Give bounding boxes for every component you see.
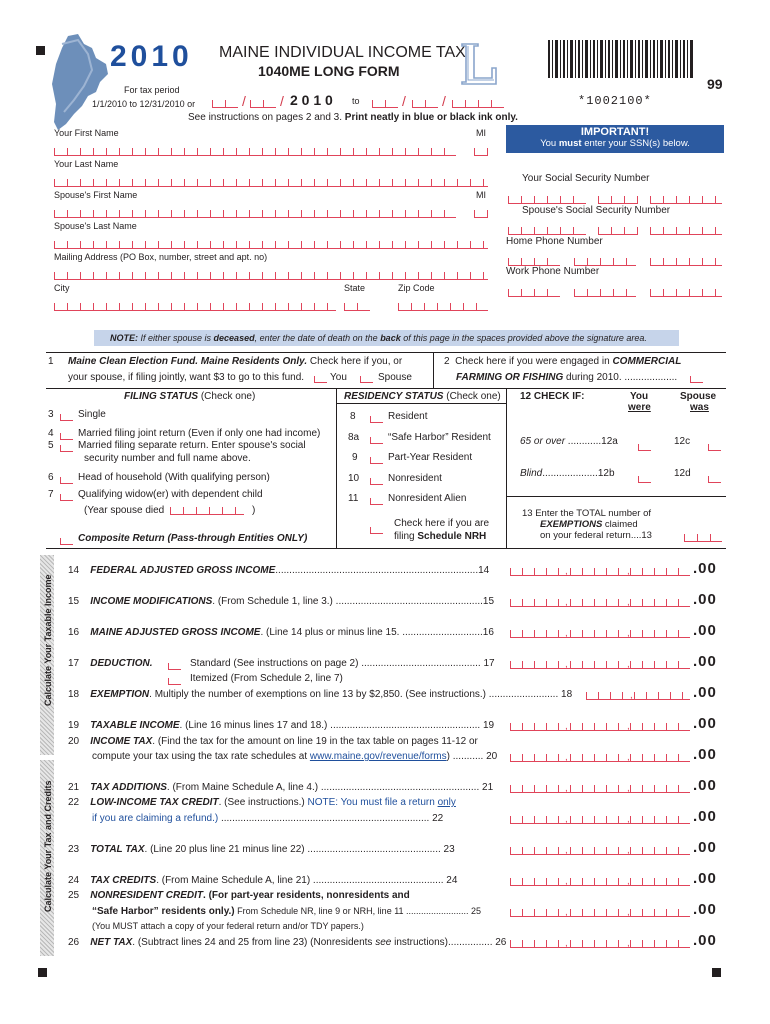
line-number: 18: [68, 689, 80, 700]
line-22-cents: .00: [693, 808, 717, 825]
line-17-standard: Standard (See instructions on page 2) ........................................... 17: [190, 658, 495, 669]
line-desc-see: see: [375, 937, 392, 948]
clean-election-you-checkbox[interactable]: [314, 376, 327, 383]
head-of-household-checkbox[interactable]: [60, 477, 73, 484]
important-text-pre: You: [540, 138, 559, 149]
note-label: NOTE:: [110, 333, 138, 343]
line-15-amount[interactable]: , ,: [510, 599, 690, 607]
line-25: [68, 890, 410, 901]
slash: /: [402, 93, 406, 109]
barcode: [548, 40, 698, 78]
home-phone-label: Home Phone Number: [506, 236, 603, 247]
line-number: 16: [68, 627, 80, 638]
itemized-deduction-checkbox[interactable]: [168, 678, 181, 685]
line-23-cents: .00: [693, 839, 717, 856]
line-14: [68, 565, 489, 576]
form-subtitle: 1040ME LONG FORM: [258, 63, 400, 79]
spouse-first-name-label: Spouse's First Name: [54, 190, 138, 200]
low-income-note-only: only: [437, 797, 456, 808]
line-13-text-2: [540, 519, 638, 530]
important-title: IMPORTANT!: [580, 126, 650, 138]
blind-label: Blind: [520, 468, 543, 479]
vertical-divider: [433, 353, 434, 388]
zip-label: Zip Code: [398, 283, 435, 293]
residency-header-line: [336, 403, 506, 404]
safe-harbor-checkbox[interactable]: [370, 437, 383, 444]
part-year-label: Part-Year Resident: [388, 452, 473, 463]
line-17-cents: .00: [693, 653, 717, 670]
line-25-text-2: [92, 906, 481, 917]
line-13-text-3: on your federal return....13: [540, 530, 652, 541]
line-title: INCOME TAX: [90, 736, 153, 747]
tax-rate-schedules-link[interactable]: www.maine.gov/revenue/forms: [309, 751, 447, 762]
line-12a-label: [520, 436, 618, 447]
year-spouse-died-field[interactable]: [170, 507, 244, 515]
form-title: MAINE INDIVIDUAL INCOME TAX: [219, 44, 466, 61]
line-desc: . (From Maine Schedule A, line 21) ............................................... 24: [156, 875, 458, 886]
home-phone-field-2[interactable]: [574, 258, 636, 266]
line-13-text-1: 13 Enter the TOTAL number of: [522, 508, 652, 519]
low-income-note: NOTE: You must file a return: [307, 797, 438, 808]
line-title: DEDUCTION.: [90, 658, 153, 669]
line-title: FEDERAL ADJUSTED GROSS INCOME: [90, 565, 276, 576]
line-19-amount[interactable]: , ,: [510, 723, 690, 731]
line-17: [68, 658, 152, 669]
line-2-number: 2: [444, 356, 450, 367]
period-year: 2 0 1 0: [290, 92, 333, 108]
head-of-household-label: Head of household (With qualifying person): [78, 472, 270, 483]
spouse-last-name-field[interactable]: [54, 241, 488, 249]
clean-election-spouse-label: Spouse: [378, 372, 412, 383]
line-number: 22: [68, 797, 80, 808]
nonresident-label: Nonresident: [388, 473, 442, 484]
schedule-nrh-label-2: [394, 531, 486, 542]
registration-mark-bottom-left: [38, 968, 47, 977]
first-name-label: Your First Name: [54, 128, 119, 138]
line-22: [68, 797, 456, 808]
line-14-cents: .00: [693, 560, 717, 577]
part-year-checkbox[interactable]: [370, 457, 383, 464]
line-16-cents: .00: [693, 622, 717, 639]
period-end-year[interactable]: [452, 100, 504, 108]
line-desc: . (Line 14 plus or minus line 15. .............................16: [260, 627, 494, 638]
line-2-desc-2: during 2010. ...................: [563, 372, 678, 383]
line-number: 23: [68, 844, 80, 855]
spouse-mi-label: MI: [476, 190, 486, 200]
line-24-amount[interactable]: , ,: [510, 878, 690, 886]
line-title: NONRESIDENT CREDIT: [90, 890, 204, 901]
line-7-number: 7: [48, 489, 54, 500]
line-2-text: [444, 356, 681, 367]
spouse-first-name-field[interactable]: [54, 210, 456, 218]
state-field[interactable]: [344, 303, 370, 311]
line-desc: instructions)................ 26: [391, 937, 507, 948]
residency-status-title: [344, 391, 501, 402]
year-spouse-died-close: ): [252, 505, 256, 516]
nonresident-checkbox[interactable]: [370, 478, 383, 485]
form-letter-l-logo: [458, 42, 502, 86]
line-21-amount[interactable]: , ,: [510, 785, 690, 793]
filing-status-heading: FILING STATUS: [124, 391, 199, 402]
note-back: back: [380, 333, 401, 343]
married-separate-label: Married filing separate return. Enter spouse's social: [78, 440, 306, 451]
tax-credits-side-label: Calculate Your Tax and Credits: [43, 780, 53, 912]
schedule-nrh-bold: Schedule NRH: [417, 531, 487, 542]
note-deceased: deceased: [213, 333, 255, 343]
line-12b-label: [520, 468, 615, 479]
line-title: NET TAX: [90, 937, 133, 948]
line-16-amount[interactable]: , ,: [510, 630, 690, 638]
registration-mark-top-left: [36, 46, 45, 55]
line-25-text-3: (You MUST attach a copy of your federal return and/or TDY papers.): [92, 921, 364, 931]
line-13-exemptions: EXEMPTIONS: [540, 519, 603, 530]
line-12d-label: 12d: [674, 468, 691, 479]
line-number: 21: [68, 782, 80, 793]
work-phone-field-1[interactable]: [508, 289, 560, 297]
line-desc: . Multiply the number of exemptions on line 13 by $2,850. (See instructions.) ......................... 18: [149, 689, 573, 700]
line-1-title: Maine Clean Election Fund. Maine Residents Only.: [68, 356, 308, 367]
line-10-number: 10: [348, 473, 360, 484]
line-9-number: 9: [352, 452, 358, 463]
line-20-amount[interactable]: , ,: [510, 754, 690, 762]
line-15: [68, 596, 494, 607]
line-desc: . (For part-year residents, nonresidents and: [203, 890, 410, 901]
print-neatly-text: Print neatly in blue or black ink only.: [344, 112, 518, 123]
line-number: 20: [68, 736, 80, 747]
tax-period-label: For tax period: [124, 85, 180, 95]
spouse-ssn-field-1[interactable]: [508, 227, 586, 235]
work-phone-label: Work Phone Number: [506, 266, 600, 277]
spouse-mi-field[interactable]: [474, 210, 488, 218]
line-23: [68, 844, 455, 855]
important-text-post: enter your SSN(s) below.: [581, 138, 690, 149]
work-phone-field-3[interactable]: [650, 289, 722, 297]
single-checkbox[interactable]: [60, 414, 73, 421]
line-2-farming: FARMING OR FISHING: [456, 372, 564, 383]
line-26: [68, 937, 506, 948]
line-17-amount[interactable]: , ,: [510, 661, 690, 669]
age-65-spouse-checkbox[interactable]: [708, 444, 721, 451]
line-title: TAXABLE INCOME: [90, 720, 180, 731]
mailing-address-field[interactable]: [54, 272, 488, 280]
line-22-amount[interactable]: , ,: [510, 816, 690, 824]
last-name-label: Your Last Name: [54, 159, 119, 169]
line-desc: “Safe Harbor” residents only.): [92, 906, 235, 917]
line-18-amount[interactable]: ,: [586, 692, 690, 700]
line-13-claimed: claimed: [602, 519, 638, 530]
mi-label: MI: [476, 128, 486, 138]
line-12-title: 12 CHECK IF:: [520, 391, 585, 402]
line-12-you: You: [630, 391, 649, 402]
slash: /: [442, 93, 446, 109]
line-title: EXEMPTION: [90, 689, 150, 700]
section-divider: [46, 352, 726, 353]
important-box: [506, 125, 724, 153]
line-21: [68, 782, 493, 793]
age-65-you-checkbox[interactable]: [638, 444, 651, 451]
instructions-line: [188, 112, 518, 123]
deceased-note-bar: [94, 330, 679, 346]
vertical-divider: [506, 388, 507, 548]
line-6-number: 6: [48, 472, 54, 483]
composite-return-label: Composite Return (Pass-through Entities ONLY): [78, 533, 308, 544]
home-phone-field-3[interactable]: [650, 258, 722, 266]
mi-field[interactable]: [474, 148, 488, 156]
form-code: 99: [707, 76, 723, 92]
residency-note: (Check one): [443, 391, 501, 402]
work-phone-field-2[interactable]: [574, 289, 636, 297]
line-3-number: 3: [48, 409, 54, 420]
safe-harbor-label: “Safe Harbor” Resident: [388, 432, 491, 443]
line-number: 15: [68, 596, 80, 607]
line-12-divider: [506, 496, 726, 497]
line-desc: . (From Schedule 1, line 3.) .....................................................15: [212, 596, 495, 607]
line-19: [68, 720, 494, 731]
line-1-number: 1: [48, 356, 54, 367]
line-desc: compute your tax using the tax rate schedules at: [92, 751, 310, 762]
line-title: LOW-INCOME TAX CREDIT: [90, 797, 219, 808]
line-number: 24: [68, 875, 80, 886]
married-joint-checkbox[interactable]: [60, 433, 73, 440]
state-label: State: [344, 283, 366, 293]
section-divider: [46, 548, 726, 549]
commercial-farming-checkbox[interactable]: [690, 376, 703, 383]
note-text: If either spouse is: [138, 333, 214, 343]
line-24: [68, 875, 457, 886]
vertical-divider: [336, 388, 337, 548]
line-12c-label: 12c: [674, 436, 691, 447]
ssn-field-1[interactable]: [508, 196, 586, 204]
line-25-cents: .00: [693, 901, 717, 918]
line-16: [68, 627, 494, 638]
line-number: 26: [68, 937, 80, 948]
line-title: TAX ADDITIONS: [90, 782, 167, 793]
single-label: Single: [78, 409, 106, 420]
line-12-spouse: Spouse: [680, 391, 717, 402]
line-14-amount[interactable]: , ,: [510, 568, 690, 576]
line-desc: ) ........... 20: [446, 751, 498, 762]
ssn-field-2[interactable]: [598, 196, 638, 204]
line-1-text: [68, 356, 402, 367]
line-12-were: were: [628, 402, 651, 413]
line-4-number: 4: [48, 428, 54, 439]
line-11-number: 11: [348, 493, 359, 504]
last-name-field[interactable]: [54, 179, 488, 187]
line-23-amount[interactable]: , ,: [510, 847, 690, 855]
period-start-day[interactable]: [250, 100, 276, 108]
low-income-note-2: if you are claiming a refund.): [92, 813, 219, 824]
married-joint-label: Married filing joint return (Even if only one had income): [78, 428, 321, 439]
line-desc: . (See instructions.): [218, 797, 308, 808]
line-26-cents: .00: [693, 932, 717, 949]
form-year: 2010: [110, 40, 193, 73]
line-title: TAX CREDITS: [90, 875, 157, 886]
zip-field[interactable]: [398, 303, 488, 311]
schedule-nrh-label: Check here if you are: [394, 518, 490, 529]
line-desc: . (Find the tax for the amount on line 19 in the tax table on pages 11-12 or: [152, 736, 478, 747]
line-8-number: 8: [350, 411, 356, 422]
line-number: 14: [68, 565, 80, 576]
residency-heading: RESIDENCY STATUS: [344, 391, 444, 402]
maine-map-icon: [48, 34, 110, 132]
blind-spouse-checkbox[interactable]: [708, 476, 721, 483]
spouse-last-name-label: Spouse's Last Name: [54, 221, 137, 231]
married-separate-label-2: security number and full name above.: [84, 453, 251, 464]
line-number: 19: [68, 720, 80, 731]
period-to: to: [352, 96, 360, 106]
period-start-month[interactable]: [212, 100, 238, 108]
line-desc: .........................................................................14: [275, 565, 490, 576]
qualifying-widow-checkbox[interactable]: [60, 494, 73, 501]
exemptions-field[interactable]: [684, 534, 722, 542]
line-18: [68, 689, 572, 700]
resident-checkbox[interactable]: [370, 416, 383, 423]
line-25-amount[interactable]: , ,: [510, 909, 690, 917]
important-text-must: must: [558, 138, 582, 149]
line-20-cents: .00: [693, 746, 717, 763]
line-desc: . (Line 16 minus lines 17 and 18.) ...................................................... 19: [179, 720, 495, 731]
tax-period-range: 1/1/2010 to 12/31/2010 or: [92, 99, 196, 109]
line-12b-dots: ....................12b: [542, 468, 615, 479]
city-field[interactable]: [54, 303, 336, 311]
blind-you-checkbox[interactable]: [638, 476, 651, 483]
first-name-field[interactable]: [54, 148, 456, 156]
line-26-amount[interactable]: , ,: [510, 940, 690, 948]
line-title: TOTAL TAX: [90, 844, 145, 855]
taxable-income-side-label: Calculate Your Taxable Income: [43, 574, 53, 706]
registration-mark-bottom-right: [712, 968, 721, 977]
clean-election-you-label: You: [330, 372, 347, 383]
period-end-day[interactable]: [412, 100, 438, 108]
period-end-month[interactable]: [372, 100, 398, 108]
instructions-text: See instructions on pages 2 and 3.: [188, 112, 342, 123]
ssn-label: Your Social Security Number: [522, 173, 650, 184]
line-desc: ........................................................................... 22: [218, 813, 444, 824]
standard-deduction-checkbox[interactable]: [168, 663, 181, 670]
ssn-field-3[interactable]: [650, 196, 722, 204]
schedule-nrh-checkbox[interactable]: [370, 527, 383, 534]
section-divider: [46, 388, 726, 389]
nonresident-alien-label: Nonresident Alien: [388, 493, 467, 504]
schedule-nrh-filing: filing: [394, 531, 418, 542]
mailing-address-label: Mailing Address (PO Box, number, street and apt. no): [54, 252, 268, 262]
line-8a-number: 8a: [348, 432, 360, 443]
line-number: 25: [68, 890, 80, 901]
qualifying-widow-label: Qualifying widow(er) with dependent child: [78, 489, 263, 500]
spouse-ssn-field-3[interactable]: [650, 227, 722, 235]
note-text: , enter the date of death on the: [254, 333, 381, 343]
line-19-cents: .00: [693, 715, 717, 732]
married-separate-checkbox[interactable]: [60, 445, 73, 452]
nonresident-alien-checkbox[interactable]: [370, 498, 383, 505]
line-title: MAINE ADJUSTED GROSS INCOME: [90, 627, 261, 638]
slash: /: [242, 93, 246, 109]
filing-status-title: [124, 391, 255, 402]
line-desc: . (Line 20 plus line 21 minus line 22) ................................................ 23: [144, 844, 455, 855]
city-label: City: [54, 283, 70, 293]
note-text: of this page in the spaces provided above the signature area.: [400, 333, 647, 343]
line-12a-dots: ............12a: [565, 436, 618, 447]
line-1-text-2: your spouse, if filing jointly, want $3 to go to this fund.: [68, 372, 305, 383]
line-number: 17: [68, 658, 80, 669]
line-desc: From Schedule NR, line 9 or NRH, line 11 ......................... 25: [234, 906, 482, 916]
line-12-was: was: [690, 402, 709, 413]
composite-return-checkbox[interactable]: [60, 538, 73, 545]
line-17-itemized: Itemized (From Schedule 2, line 7): [190, 673, 343, 684]
important-text: [506, 138, 724, 149]
line-2-commercial: COMMERCIAL: [612, 356, 682, 367]
line-5-number: 5: [48, 440, 54, 451]
year-spouse-died-label: (Year spouse died: [84, 505, 165, 516]
home-phone-field-1[interactable]: [508, 258, 560, 266]
line-2-desc: Check here if you were engaged in: [455, 356, 613, 367]
line-desc: . (From Maine Schedule A, line 4.) ......................................................... 21: [166, 782, 494, 793]
line-22-text-2: [92, 813, 443, 824]
spouse-ssn-label: Spouse's Social Security Number: [522, 205, 671, 216]
barcode-text: *1002100*: [578, 94, 652, 108]
line-20-text-2: [92, 751, 497, 762]
age-65-label: 65 or over: [520, 436, 566, 447]
filing-status-note: (Check one): [198, 391, 256, 402]
resident-label: Resident: [388, 411, 428, 422]
line-2-text-2: [456, 372, 677, 383]
line-15-cents: .00: [693, 591, 717, 608]
line-title: INCOME MODIFICATIONS: [90, 596, 213, 607]
slash: /: [280, 93, 284, 109]
spouse-ssn-field-2[interactable]: [598, 227, 638, 235]
line-1-desc: Check here if you, or: [307, 356, 403, 367]
line-24-cents: .00: [693, 870, 717, 887]
clean-election-spouse-checkbox[interactable]: [360, 376, 373, 383]
line-20: [68, 736, 478, 747]
line-desc: . (Subtract lines 24 and 25 from line 23) (Nonresidents: [132, 937, 376, 948]
line-21-cents: .00: [693, 777, 717, 794]
line-18-cents: .00: [693, 684, 717, 701]
